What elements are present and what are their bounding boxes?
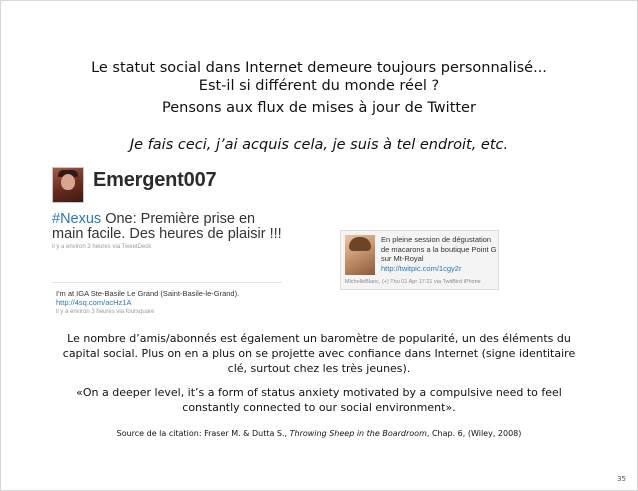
source-suffix: , Chap. 6, (Wiley, 2008) xyxy=(426,429,522,438)
body-paragraph: Le nombre d’amis/abonnés est également un baromètre de popularité, un des éléments du capital social. Plus on en a plus on se projette avec confiance dans Internet (signe identitaire clé, surtout chez les très jeunes). xyxy=(62,332,576,375)
slide-subtitle: Pensons aux flux de mises à jour de Twitter xyxy=(162,100,476,116)
tweet-2 xyxy=(56,289,296,317)
card-photo-hair xyxy=(349,237,371,251)
tweet-card-text xyxy=(381,235,497,273)
tweet-card-meta: MichelleBlanc, (+) Thu 01 Apr 17:21 via TwitBird iPhone xyxy=(345,279,481,285)
tweet-card-link: http://twitpic.com/1cgy2r xyxy=(381,263,462,273)
tweet-1-hashtag: #Nexus xyxy=(52,211,102,227)
tweet-card xyxy=(340,230,499,290)
tweet-divider xyxy=(52,282,282,283)
tweet-2-meta: il y a environ 3 heures via foursquare xyxy=(56,309,155,315)
tweet-1-text xyxy=(52,212,282,242)
tweet-card-body: En pleine session de dégustation de macarons a la boutique Point G sur Mt-Royal xyxy=(381,235,497,263)
slide-title-line-2: Est-il si différent du monde réel ? xyxy=(198,78,440,94)
tweet-2-link: http://4sq.com/acHz1A xyxy=(56,298,132,307)
tweet-2-text: I'm at IGA Ste-Basile Le Grand (Saint-Basile-le-Grand). xyxy=(56,289,240,298)
tweet-1-meta: il y a environ 3 heures via TweetDeck xyxy=(52,244,152,250)
tweet-card-photo xyxy=(345,235,375,275)
profile-avatar xyxy=(52,167,84,203)
source-citation xyxy=(0,429,638,438)
tweet-1-body: One: Première prise en main facile. Des heures de plaisir !!! xyxy=(52,211,282,242)
source-book-title: Throwing Sheep in the Boardroom xyxy=(289,429,427,438)
slide-title-line-1: Le statut social dans Internet demeure toujours personnalisé... xyxy=(91,60,547,76)
source-prefix: Source de la citation: Fraser M. & Dutta S., xyxy=(116,429,290,438)
avatar-face xyxy=(61,174,75,190)
slide-italic-line: Je fais ceci, j’ai acquis cela, je suis à tel endroit, etc. xyxy=(129,137,509,153)
twitter-username: Emergent007 xyxy=(93,169,217,191)
page-number: 35 xyxy=(617,475,626,483)
tweet-1 xyxy=(52,212,282,250)
quote-paragraph: «On a deeper level, it’s a form of status anxiety motivated by a compulsive need to feel constantly connected to our social environment». xyxy=(76,386,562,414)
